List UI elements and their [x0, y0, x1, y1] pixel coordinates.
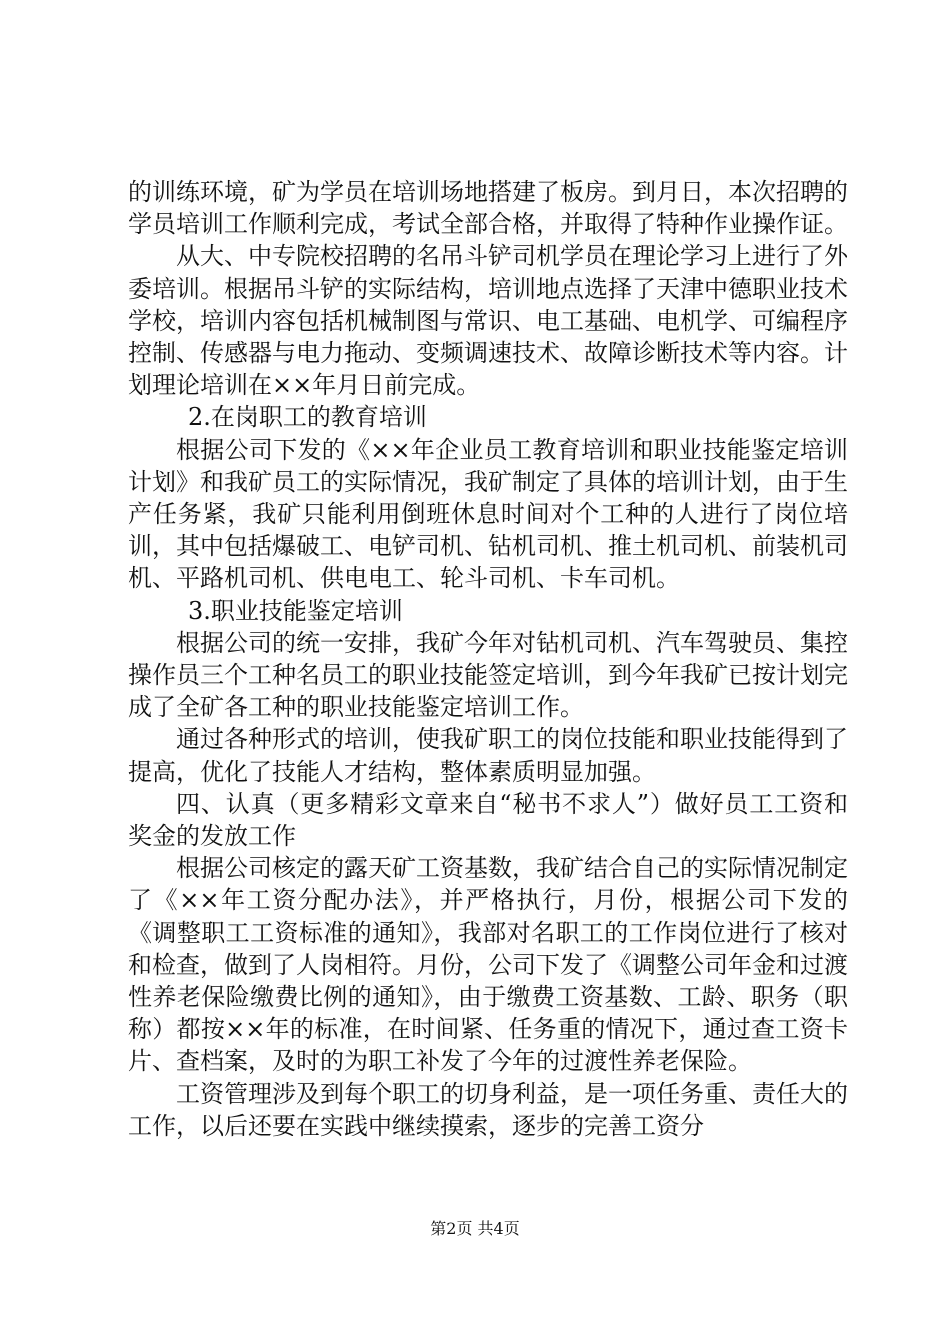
- paragraph-onjob-training: 根据公司下发的《××年企业员工教育培训和职业技能鉴定培训计划》和我矿员工的实际情况，我矿制定了具体的培训计划，由于生产任务紧，我矿只能利用倒班休息时间对个工种的人进行了岗位培训，其中包括爆破工、电铲司机、钻机司机、推土机司机、前装机司机、平路机司机、供电电工、轮斗司机、卡车司机。: [128, 435, 848, 593]
- page-footer: 第2页 共4页: [430, 1219, 520, 1238]
- paragraph-section-four-title: 四、认真（更多精彩文章来自“秘书不求人”）做好员工工资和奖金的发放工作: [128, 789, 848, 851]
- section-heading-onjob-training: 2.在岗职工的教育培训: [188, 403, 427, 432]
- paragraph-external-training: 从大、中专院校招聘的名吊斗铲司机学员在理论学习上进行了外委培训。根据吊斗铲的实际结构，培训地点选择了天津中德职业技术学校，培训内容包括机械制图与常识、电工基础、电机学、可编程序控制、传感器与电力拖动、变频调速技术、故障诊断技术等内容。计划理论培训在××年月日前完成。: [128, 242, 848, 400]
- paragraph-skill-appraisal: 根据公司的统一安排，我矿今年对钻机司机、汽车驾驶员、集控操作员三个工种名员工的职业技能签定培训，到今年我矿已按计划完成了全矿各工种的职业技能鉴定培训工作。: [128, 628, 848, 722]
- paragraph-wage-distribution: 根据公司核定的露天矿工资基数，我矿结合自己的实际情况制定了《××年工资分配办法》，并严格执行，月份，根据公司下发的《调整职工工资标准的通知》，我部对名职工的工作岗位进行了核对和检查，做到了人岗相符。月份，公司下发了《调整公司年金和过渡性养老保险缴费比例的通知》，由于缴费工资基数、工龄、职务（职称）都按××年的标准，在时间紧、任务重的情况下，通过查工资卡片、查档案，及时的为职工补发了今年的过渡性养老保险。: [128, 854, 848, 1076]
- section-heading-skill-appraisal: 3.职业技能鉴定培训: [188, 596, 403, 625]
- document-body: [128, 176, 848, 1142]
- paragraph-wage-management: 工资管理涉及到每个职工的切身利益，是一项任务重、责任大的工作，以后还要在实践中继续摸索，逐步的完善工资分: [128, 1079, 848, 1140]
- paragraph-training-environment: 的训练环境，矿为学员在培训场地搭建了板房。到月日，本次招聘的学员培训工作顺利完成，考试全部合格，并取得了特种作业操作证。: [128, 178, 848, 239]
- paragraph-training-result: 通过各种形式的培训，使我矿职工的岗位技能和职业技能得到了提高，优化了技能人才结构，整体素质明显加强。: [128, 725, 848, 786]
